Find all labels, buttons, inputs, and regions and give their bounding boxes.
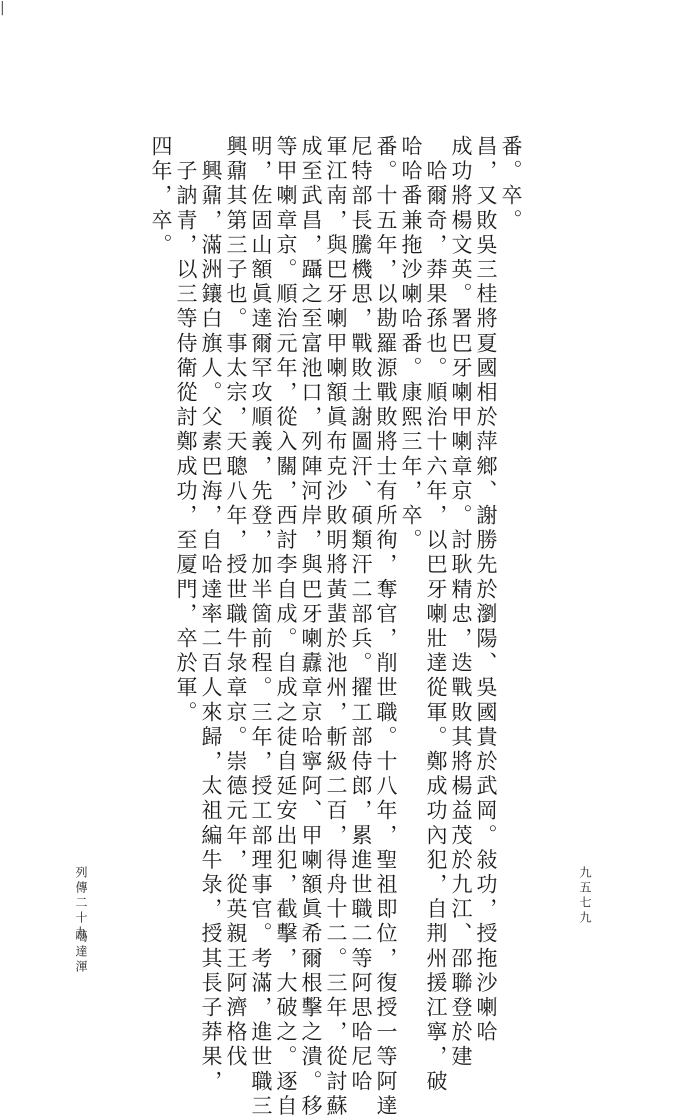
text-column: 明，佐固山額眞達爾罕攻順義，先登，加半箇前程。三年，授工部理事官。考滿，進世職三 <box>249 135 273 1119</box>
page-number: 九五七九 <box>578 866 592 926</box>
running-title: 列傳二十九 <box>74 866 88 941</box>
text-column: 成功將楊文英。署巴牙喇甲喇章京。討耿精忠，迭戰敗其將楊益茂於九江、邵聯登於建 <box>449 135 473 1070</box>
text-column: 番。十五年，以勘羅源戰敗將士有所徇，奪官，削世職。十八年，聖祖即位，復授一等阿達 <box>374 135 398 1119</box>
text-column: 軍江南，與巴牙喇甲喇額眞布克沙敗明將黃蜚於池州，斬級二百，得舟十二。三年，從討蘇 <box>324 135 348 1119</box>
text-column: 四年，卒。 <box>149 135 173 258</box>
section-title: 噶達渾 <box>74 930 88 975</box>
text-column: 昌，又敗吳三桂將夏國相於萍鄉、謝勝先於瀏陽、吳國貴於武岡。敍功，授拖沙喇哈 <box>474 135 498 1046</box>
text-column: 尼特部長騰機思，戰敗土謝圖汗、碩類汗二部兵。擢工部侍郎，累進世職二等阿思哈尼哈 <box>349 135 373 1095</box>
text-column: 成至武昌，躡之至富池口，列陣河岸，與巴牙喇纛章京哈寧阿、甲喇額眞希爾根擊之潰。移 <box>299 135 323 1119</box>
text-column: 等甲喇章京。順治元年，從入關，西討李自成。自成之徒自延安出犯，截擊，大破之。逐自 <box>274 135 298 1119</box>
text-column: 哈爾奇，莽果孫也。順治十六年，以巴牙喇壯達從軍。鄭成功內犯，自荆州援江寧，破 <box>424 135 448 1095</box>
page-top-mark: | <box>0 0 5 16</box>
text-column: 興鼐其第三子也。事太宗，天聰八年，授世職牛彔章京。崇德元年，從英親王阿濟格伐 <box>224 135 248 1070</box>
text-column: 番。卒。 <box>499 135 523 234</box>
text-column: 興鼐，滿洲鑲白旗人。父素巴海，自哈達率二百人來歸，太祖編牛彔，授其長子莽果， <box>199 135 223 1095</box>
text-column: 哈哈番兼拖沙喇哈番。康熙三年，卒。 <box>399 135 423 554</box>
text-column: 子訥青，以三等侍衛從討鄭成功，至厦門，卒於軍。 <box>174 135 198 726</box>
